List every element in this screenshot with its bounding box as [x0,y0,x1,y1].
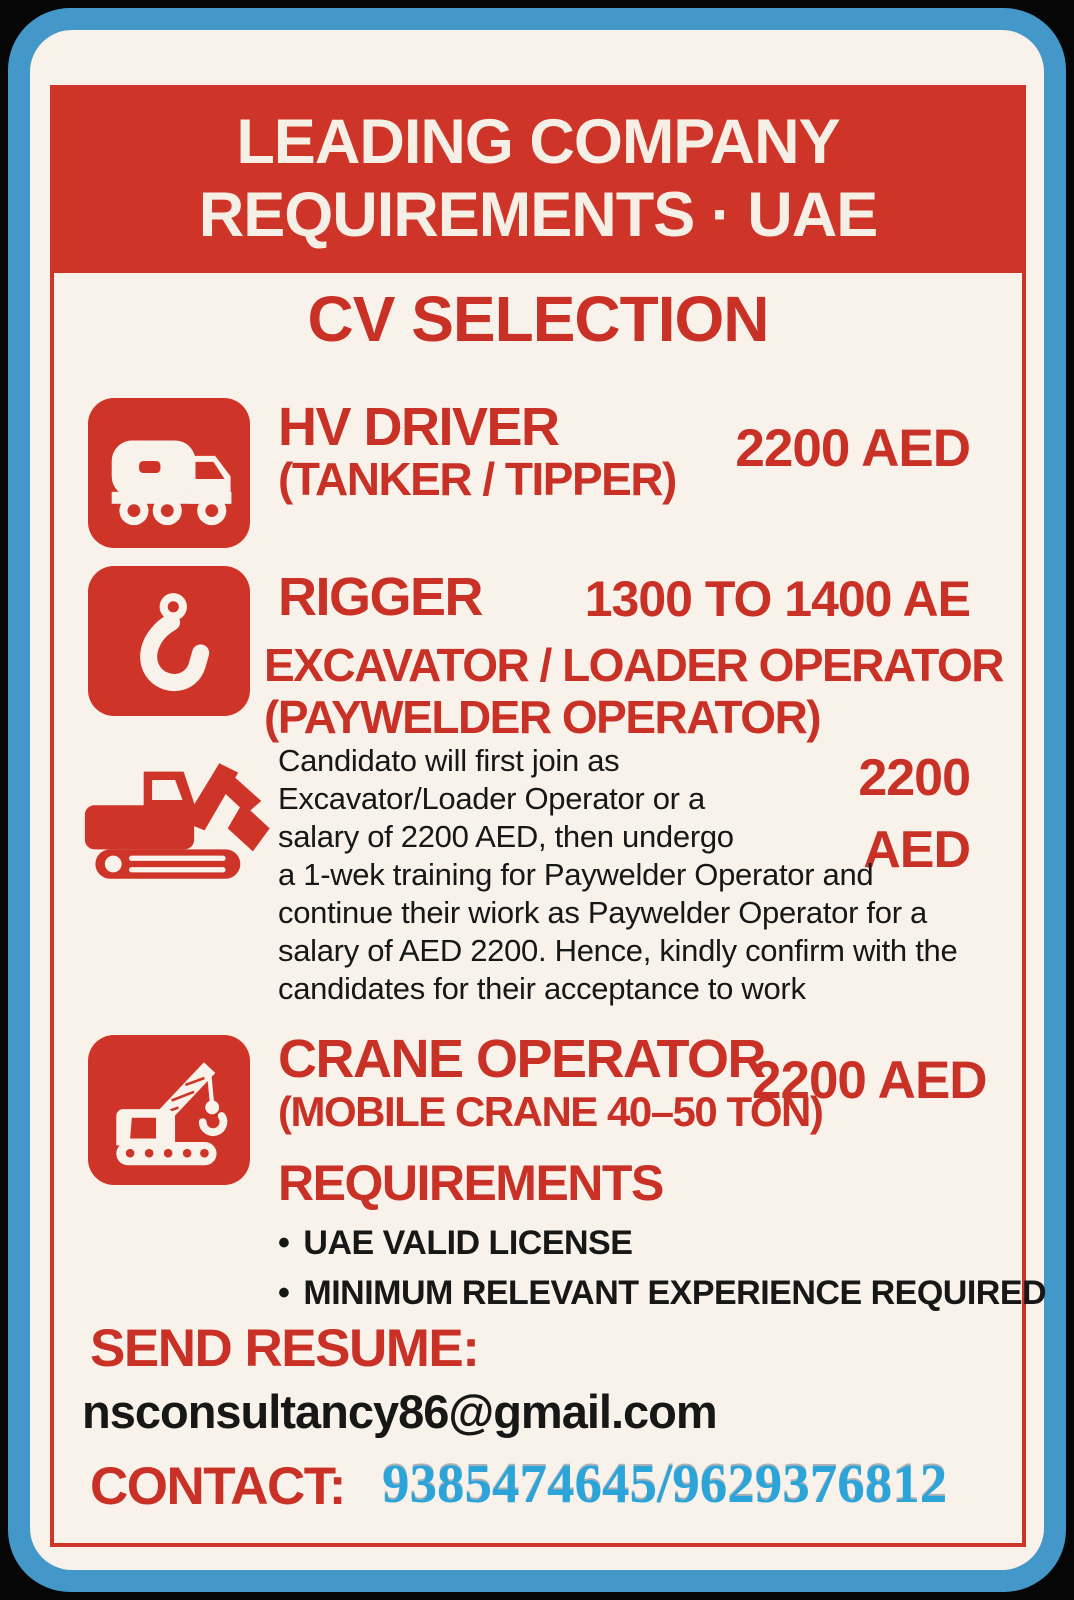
contact-label: CONTACT: [90,1457,345,1516]
requirement-item: • UAE VALID LICENSE [278,1224,633,1262]
job-title-hv-driver: HV DRIVER [278,397,559,457]
salary-excavator-operator: 2200 AED [858,749,970,879]
cv-selection-title: CV SELECTION [307,283,769,355]
salary-crane-operator: 2200 AED [752,1051,987,1110]
description-text: Candidato will first join as Excavator/Loader Operator or a salary of 2200 AED, then undergo a 1-wek training for Paywelder Operator and continue their wiork as Paywelder Operator for a salary of AED 2200. Hence, kindly confirm with the candidates for their acceptance to work [278,743,958,1006]
tanker-truck-icon [88,398,250,548]
job-subtitle-paywelder: (PAYWELDER OPERATOR) [264,691,821,743]
salary-hv-driver: 2200 AED [735,419,970,478]
excavator-job-description [278,742,970,1008]
send-resume-label: SEND RESUME: [90,1319,479,1378]
requirement-item: • MINIMUM RELEVANT EXPERIENCE REQUIRED [278,1274,1047,1312]
salary-rigger: 1300 TO 1400 AE [584,571,970,627]
requirements-list [278,1218,1047,1318]
header-banner [50,85,1026,273]
bullet-glyph: • [278,1224,290,1262]
header-line-1: LEADING COMPANY [236,107,840,177]
resume-email: nsconsultancy86@gmail.com [82,1385,717,1438]
job-title-crane-operator: CRANE OPERATOR [278,1029,766,1089]
mobile-crane-icon [88,1035,250,1185]
job-subtitle-mobile-crane: (MOBILE CRANE 40–50 TON) [278,1088,823,1135]
job-subtitle-hv-driver: (TANKER / TIPPER) [278,453,676,505]
contact-phone-numbers: 9385474645/9629376812 [382,1453,948,1514]
excavator-icon [66,740,276,882]
job-title-excavator-operator: EXCAVATOR / LOADER OPERATOR [264,639,1004,691]
bullet-glyph: • [278,1274,290,1312]
job-title-rigger: RIGGER [278,567,483,627]
header-line-2: REQUIREMENTS · UAE [198,180,878,250]
crane-hook-icon [88,566,250,716]
requirements-heading: REQUIREMENTS [278,1155,663,1211]
